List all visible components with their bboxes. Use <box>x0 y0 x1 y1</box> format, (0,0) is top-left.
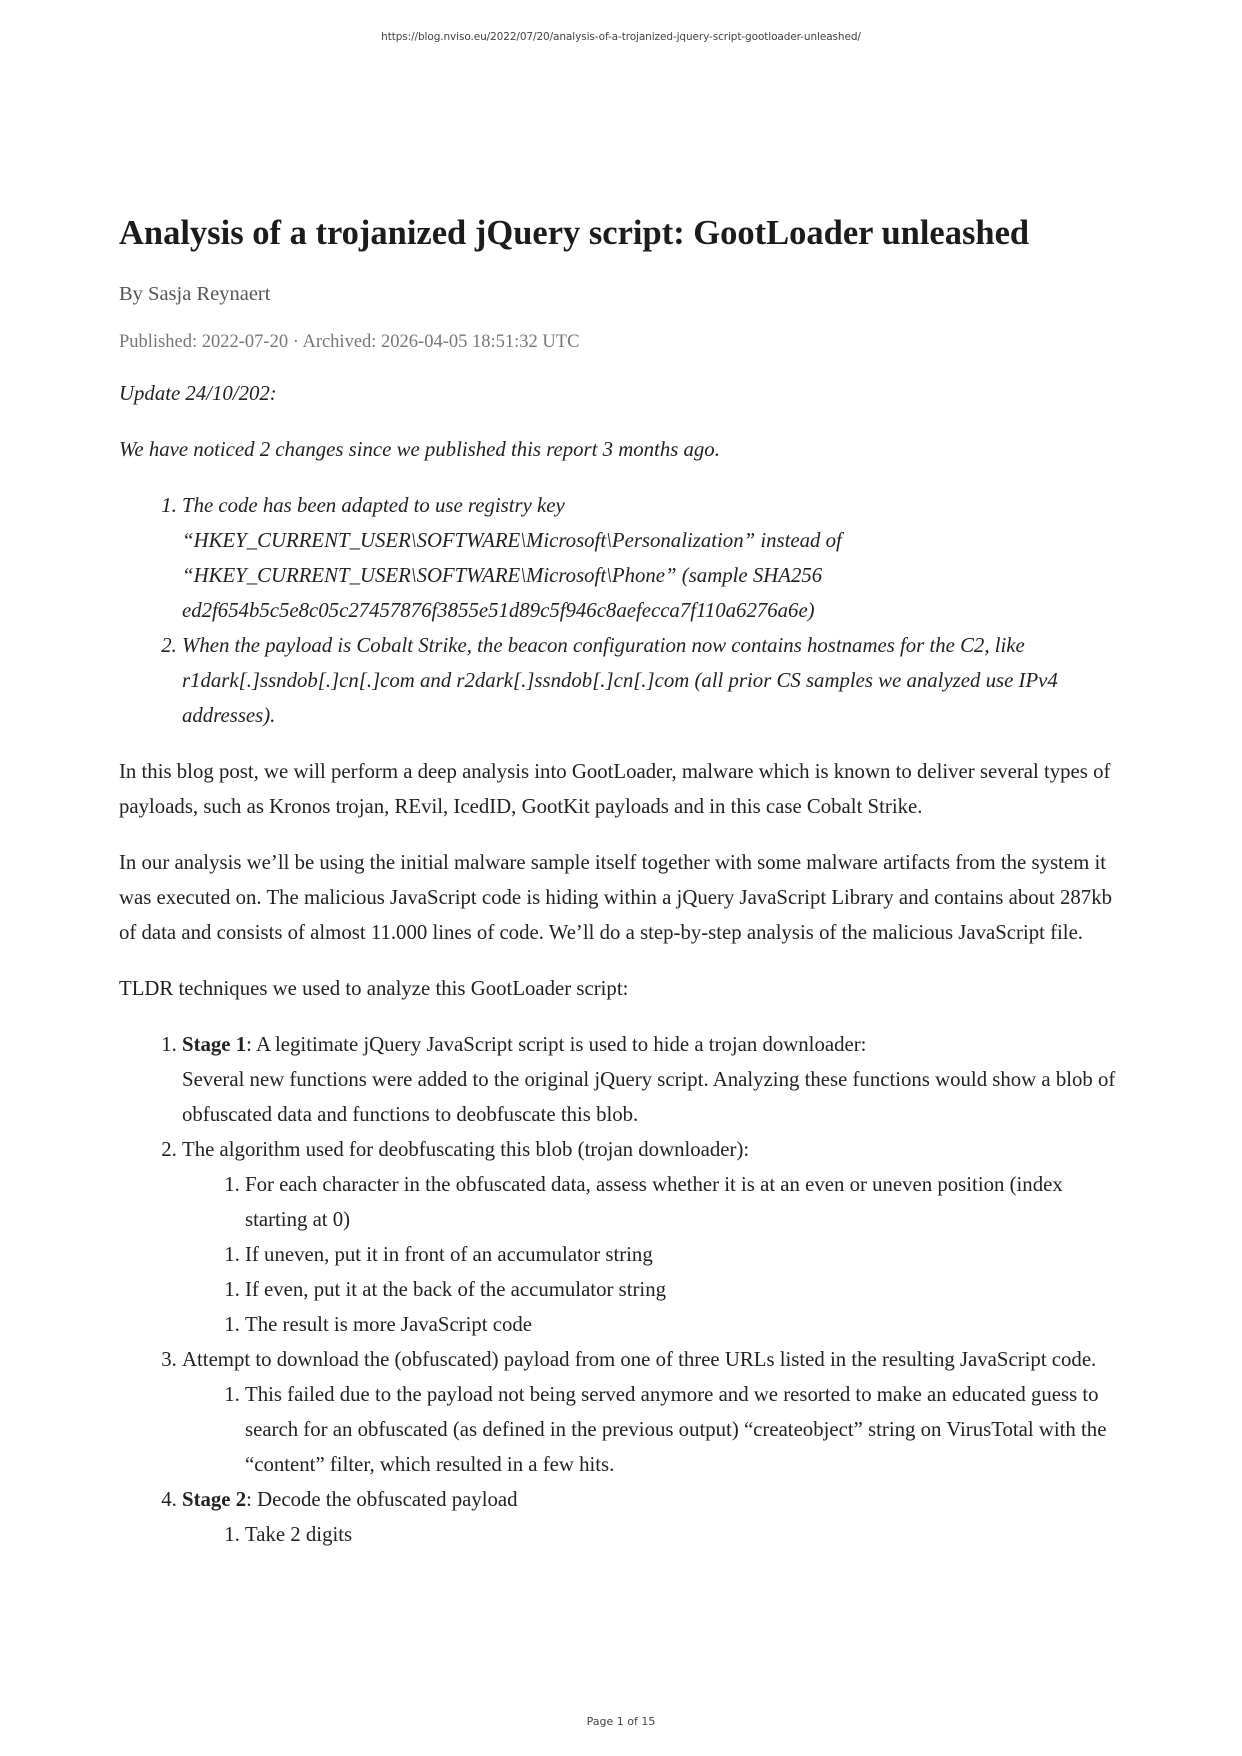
update-heading: Update 24/10/202: <box>119 382 277 405</box>
page-number-footer: Page 1 of 15 <box>586 1715 656 1728</box>
tldr-item-1-bold: Stage 1 <box>182 1033 247 1056</box>
update-list <box>119 488 1129 733</box>
tldr-item-1-detail: Several new functions were added to the original jQuery script. Analyzing these functions would show a blob of obfuscated data and functions to deobfuscate this blob. <box>182 1068 1116 1126</box>
page-url-header: https://blog.nviso.eu/2022/07/20/analysis-of-a-trojanized-jquery-script-gootloader-unleashed/ <box>381 31 861 43</box>
tldr-item-download <box>182 1342 1129 1482</box>
tldr-item-2-sublist <box>182 1167 1129 1237</box>
tldr-item-stage-2 <box>182 1482 1129 1552</box>
update-intro: We have noticed 2 changes since we published this report 3 months ago. <box>119 438 720 461</box>
paragraph-analysis: In our analysis we’ll be using the initial malware sample itself together with some malware artifacts from the system it was executed on. The malicious JavaScript code is hiding within a jQuery JavaScript Library and contains about 287kb of data and consists of almost 11.000 lines of code. We’ll do a step-by-step analysis of the malicious JavaScript file. <box>119 851 1113 944</box>
article-meta: Published: 2022-07-20 · Archived: 2026-04-05 18:51:32 UTC <box>119 332 580 352</box>
tldr-item-4-sublist <box>182 1517 1129 1552</box>
update-item-2: 2. When the payload is Cobalt Strike, the beacon configuration now contains hostnames for the C2, like r1dark[.]ssndob[.]cn[.]com and r2dark[.]ssndob[.]cn[.]com (all prior CS samples we analyzed use IPv4 addresses). <box>182 628 1129 733</box>
tldr-item-2-sub-3: 1. If even, put it at the back of the accumulator string <box>245 1272 1129 1307</box>
tldr-item-2-text: The algorithm used for deobfuscating this blob (trojan downloader): <box>182 1138 750 1161</box>
tldr-item-4-bold: Stage 2 <box>182 1488 247 1511</box>
tldr-item-algorithm <box>182 1132 1129 1342</box>
tldr-item-2-sub-4: 1. The result is more JavaScript code <box>245 1307 1129 1342</box>
tldr-item-2-sublist-2 <box>182 1237 1129 1272</box>
tldr-item-1-text: : A legitimate jQuery JavaScript script is used to hide a trojan downloader: <box>246 1033 867 1056</box>
tldr-list <box>119 1027 1129 1552</box>
article-byline: By Sasja Reynaert <box>119 283 271 305</box>
tldr-item-3-sublist <box>182 1377 1129 1482</box>
tldr-item-3-text: Attempt to download the (obfuscated) payload from one of three URLs listed in the resulting JavaScript code. <box>182 1348 1097 1371</box>
tldr-item-2-sub-2: 1. If uneven, put it in front of an accumulator string <box>245 1237 1129 1272</box>
article-title: Analysis of a trojanized jQuery script: GootLoader unleashed <box>119 214 1030 252</box>
paragraph-intro: In this blog post, we will perform a deep analysis into GootLoader, malware which is known to deliver several types of payloads, such as Kronos trojan, REvil, IcedID, GootKit payloads and in this case Cobalt Strike. <box>119 760 1111 818</box>
update-item-1: 1. The code has been adapted to use registry key “HKEY_CURRENT_USER\SOFTWARE\Microsoft\Personalization” instead of “HKEY_CURRENT_USER\SOFTWARE\Microsoft\Phone” (sample SHA256 ed2f654b5c5e8c05c27457876f3855e51d89c5f946c8aefecca7f110a6276a6e) <box>182 488 1129 628</box>
tldr-item-4-text: : Decode the obfuscated payload <box>246 1488 518 1511</box>
tldr-item-2-sub-1: 1. For each character in the obfuscated data, assess whether it is at an even or uneven position (index starting at 0) <box>245 1167 1129 1237</box>
tldr-item-2-sublist-4 <box>182 1307 1129 1342</box>
tldr-item-3-sub-1: 1. This failed due to the payload not being served anymore and we resorted to make an educated guess to search for an obfuscated (as defined in the previous output) “createobject” string on VirusTotal with the “content” filter, which resulted in a few hits. <box>245 1377 1129 1482</box>
article-content <box>119 212 1129 1552</box>
tldr-item-stage-1 <box>182 1027 1129 1132</box>
paragraph-tldr: TLDR techniques we used to analyze this GootLoader script: <box>119 977 629 1000</box>
tldr-item-4-sub-1: 1. Take 2 digits <box>245 1517 1129 1552</box>
tldr-item-2-sublist-3 <box>182 1272 1129 1307</box>
